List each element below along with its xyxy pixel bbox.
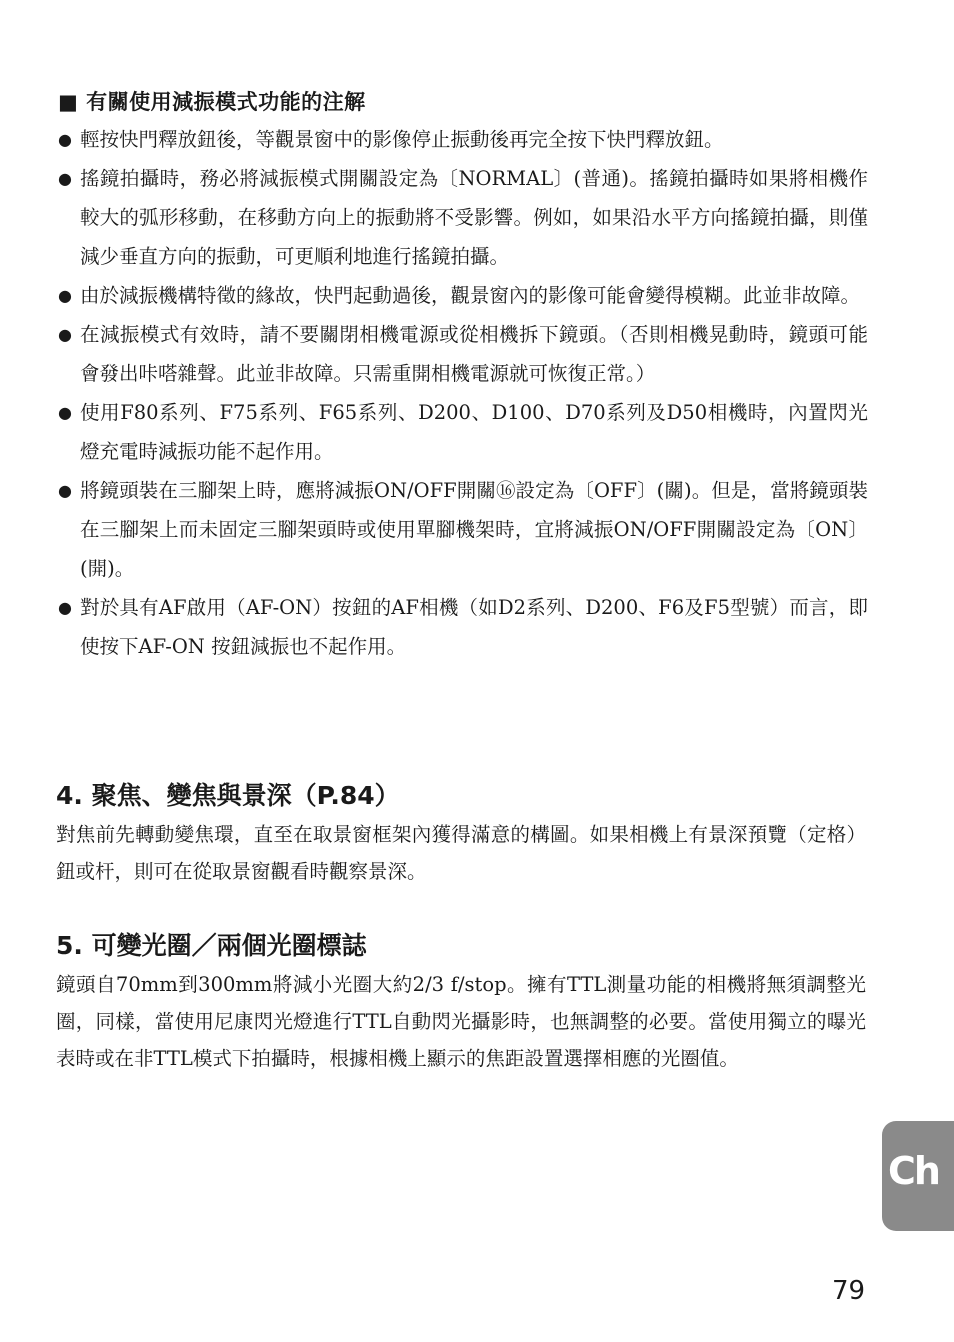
list-item: [58, 393, 868, 471]
list-item: [58, 588, 868, 666]
bullet-icon: ●: [58, 169, 72, 188]
bullet-icon: ●: [58, 130, 72, 149]
bullet-icon: ●: [58, 598, 72, 617]
bullet-icon: ●: [58, 481, 72, 500]
list-item: [58, 276, 868, 315]
note-bullet-list: [58, 120, 868, 666]
section-5-body: 鏡頭自70mm到300mm將減小光圈大約2/3 f/stop。擁有TTL測量功能的相機將無須調整光圈，同樣，當使用尼康閃光燈進行TTL自動閃光攝影時，也無調整的必要。當使用獨立的曝光表時或在非TTL模式下拍攝時，根據相機上顯示的焦距設置選擇相應的光圈值。: [56, 973, 866, 1070]
section-5-heading: 5. 可變光圈／兩個光圈標誌: [56, 931, 367, 960]
section-4-body: 對焦前先轉動變焦環，直至在取景窗框架內獲得滿意的構圖。如果相機上有景深預覽（定格）鈕或杆，則可在從取景窗觀看時觀察景深。: [56, 823, 866, 883]
bullet-icon: ●: [58, 286, 72, 305]
bullet-text: 將鏡頭裝在三腳架上時，應將減振ON/OFF開關⑯設定為〔OFF〕(關)。但是，當將鏡頭裝在三腳架上而未固定三腳架頭時或使用單腳機架時，宜將減振ON/OFF開關設定為〔ON〕(開)。: [80, 479, 868, 580]
page-number: 79: [832, 1276, 866, 1306]
bullet-text: 輕按快門釋放鈕後，等觀景窗中的影像停止振動後再完全按下快門釋放鈕。: [80, 128, 724, 151]
list-item: [58, 120, 868, 159]
bullet-icon: ●: [58, 403, 72, 422]
bullet-icon: ●: [58, 325, 72, 344]
section-4-heading: 4. 聚焦、變焦與景深（P.84）: [56, 781, 400, 810]
bullet-text: 對於具有AF啟用（AF-ON）按鈕的AF相機（如D2系列、D200、F6及F5型號）而言，即使按下AF-ON 按鈕減振也不起作用。: [80, 596, 868, 658]
chapter-tab: [882, 1121, 954, 1231]
list-item: [58, 159, 868, 276]
list-item: [58, 315, 868, 393]
bullet-text: 使用F80系列、F75系列、F65系列、D200、D100、D70系列及D50相機時，內置閃光燈充電時減振功能不起作用。: [80, 401, 868, 463]
bullet-text: 在減振模式有效時，請不要關閉相機電源或從相機拆下鏡頭。（否則相機晃動時，鏡頭可能會發出咔嗒雜聲。此並非故障。只需重開相機電源就可恢復正常。）: [80, 323, 868, 385]
chapter-tab-label: Ch: [888, 1149, 939, 1193]
list-item: [58, 471, 868, 588]
bullet-text: 搖鏡拍攝時，務必將減振模式開關設定為〔NORMAL〕(普通)。搖鏡拍攝時如果將相機作較大的弧形移動，在移動方向上的振動將不受影響。例如，如果沿水平方向搖鏡拍攝，則僅減少垂直方向的振動，可更順利地進行搖鏡拍攝。: [80, 167, 868, 268]
note-section-title: ■ 有關使用減振模式功能的注解: [58, 90, 366, 114]
bullet-text: 由於減振機構特徵的緣故，快門起動過後，觀景窗內的影像可能會變得模糊。此並非故障。: [80, 284, 861, 307]
